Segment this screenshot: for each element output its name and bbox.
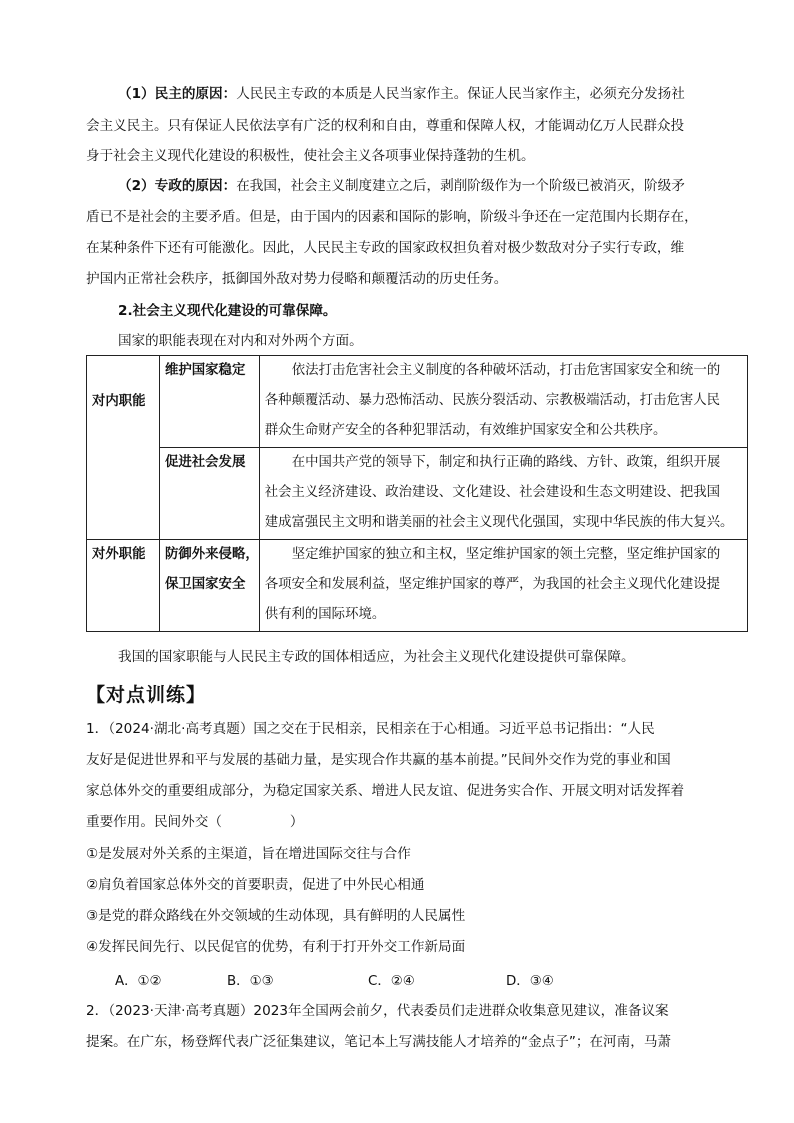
table-row (87, 448, 748, 540)
para2-lead: （2）专政的原因： (118, 178, 237, 194)
state-functions-table (86, 355, 748, 632)
row1-name: 维护国家稳定 (165, 363, 246, 378)
q1-option-c[interactable]: C．②④ (368, 974, 415, 989)
q1-option-d[interactable]: D．③④ (506, 974, 554, 989)
table-intro: 国家的职能表现在对内和对外两个方面。 (118, 333, 363, 349)
para2-line-4: 护国内正常社会秩序，抵御国外敌对势力侵略和颠覆活动的历史任务。 (86, 271, 508, 287)
row2-desc-cell: 在中国共产党的领导下，制定和执行正确的路线、方针、政策，组织开展 社会主义经济建设、政治建设、文化建设、社会建设和生态文明建设、把我国 建成富强民主文明和谐美丽的社会主义现代化强国，实现中华民族的伟大复兴。 (259, 448, 747, 540)
para2-line-3: 在某种条件下还有可能激化。因此，人民民主专政的国家政权担负着对极少数敌对分子实行专政，维 (86, 240, 685, 256)
row1-desc-cell: 依法打击危害社会主义制度的各种破坏活动，打击危害国家安全和统一的 各种颠覆活动、暴力恐怖活动、民族分裂活动、宗教极端活动，打击危害人民 群众生命财产安全的各种犯罪活动，有效维护国家安全和公共秩序。 (259, 356, 747, 448)
table-row (87, 540, 748, 632)
row3-desc-cell: 坚定维护国家的独立和主权，坚定维护国家的领土完整，坚定维护国家的 各项安全和发展利益，坚定维护国家的尊严，为我国的社会主义现代化建设提 供有利的国际环境。 (259, 540, 747, 632)
para1-line-2: 会主义民主。只有保证人民依法享有广泛的权利和自由，尊重和保障人权，才能调动亿万人民群众投 (86, 118, 685, 134)
q1-statement-4: ④发挥民间先行、以民促官的优势，有利于打开外交工作新局面 (86, 939, 466, 955)
q1-option-b[interactable]: B．①③ (227, 974, 274, 989)
q1-line-4: 重要作用。民间外交（ ） (86, 814, 304, 830)
q1-line-1: 1．（2024·湖北·高考真题）国之交在于民相亲，民相亲在于心相通。习近平总书记指出：“人民 (86, 721, 655, 737)
row2-name: 促进社会发展 (165, 455, 246, 470)
para2-line-2: 盾已不是社会的主要矛盾。但是，由于国内的因素和国际的影响，阶级斗争还在一定范围内长期存在， (86, 209, 698, 225)
internal-functions-label-cell (87, 356, 160, 540)
q1-option-a[interactable]: A．①② (115, 974, 162, 989)
external-functions-label: 对外职能 (92, 547, 146, 562)
q1-statement-2: ②肩负着国家总体外交的首要职责，促进了中外民心相通 (86, 877, 425, 893)
row1-name-cell (160, 356, 260, 448)
q1-statement-1: ①是发展对外关系的主渠道，旨在增进国际交往与合作 (86, 846, 411, 862)
q1-line-2: 友好是促进世界和平与发展的基础力量，是实现合作共赢的基本前提。”民间外交作为党的事业和国 (86, 752, 671, 768)
row2-name-cell (160, 448, 260, 540)
para1-lead: （1）民主的原因： (118, 86, 237, 102)
para1-line-3: 身于社会主义现代化建设的积极性，使社会主义各项事业保持蓬勃的生机。 (86, 148, 535, 164)
table-row (87, 356, 748, 448)
section-title-practice: 【对点训练】 (86, 684, 207, 706)
section-heading-2: 2.社会主义现代化建设的可靠保障。 (118, 303, 337, 319)
row3-name-cell: 防御外来侵略， 保卫国家安全 (160, 540, 260, 632)
q1-line-3: 家总体外交的重要组成部分，为稳定国家关系、增进人民友谊、促进务实合作、开展文明对话发挥着 (86, 783, 685, 799)
q2-line-1: 2．（2023·天津·高考真题）2023年全国两会前夕，代表委员们走进群众收集意见建议，准备议案 (86, 1003, 669, 1019)
conclusion-text: 我国的国家职能与人民民主专政的国体相适应，为社会主义现代化建设提供可靠保障。 (118, 649, 635, 665)
para1-line-1: （1）民主的原因：人民民主专政的本质是人民当家作主。保证人民当家作主，必须充分发扬社 (118, 86, 685, 102)
para2-line-1: （2）专政的原因：在我国，社会主义制度建立之后，剥削阶级作为一个阶级已被消灭，阶级矛 (118, 178, 685, 194)
q2-line-2: 提案。在广东，杨登辉代表广泛征集建议，笔记本上写满技能人才培养的“金点子”；在河南，马萧 (86, 1034, 672, 1050)
external-functions-label-cell (87, 540, 160, 632)
internal-functions-label: 对内职能 (92, 394, 146, 409)
q1-statement-3: ③是党的群众路线在外交领域的生动体现，具有鲜明的人民属性 (86, 908, 466, 924)
